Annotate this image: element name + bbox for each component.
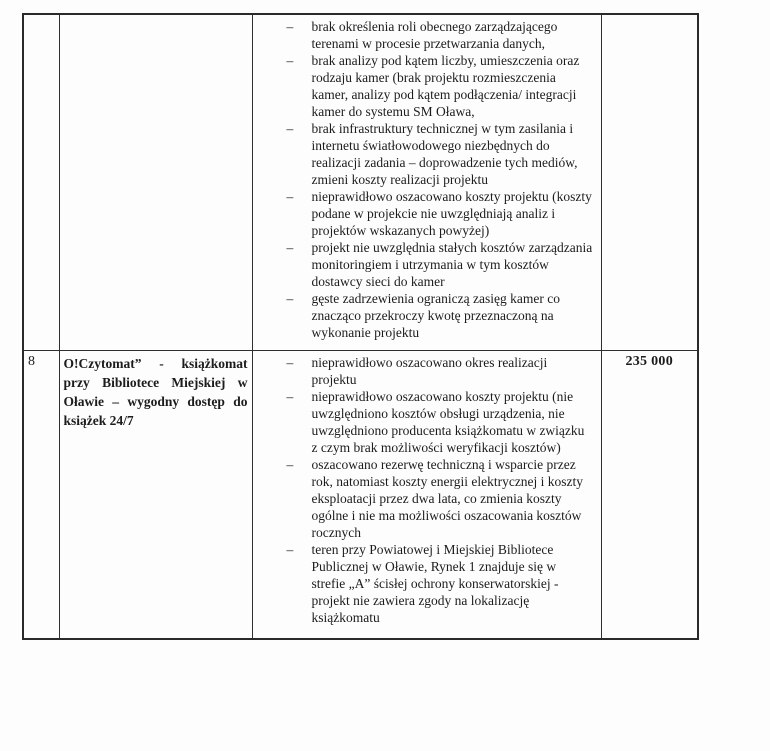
row-number: 8 [28,353,35,369]
issue-item [257,541,597,626]
project-title-cell [59,14,252,350]
dash-marker: – [286,456,294,472]
issue-text: projekt nie uwzględnia stałych kosztów zarządzania monitoringiem i utrzymania w tym kosztów dostawcy sieci do kamer [311,240,593,289]
dash-marker: – [286,291,294,306]
row-number-cell [23,14,59,350]
issue-item [257,388,597,456]
issue-text: brak określenia roli obecnego zarządzającego terenami w procesie przetwarzania danych, [311,19,558,51]
dash-marker: – [286,189,294,204]
dash-marker: – [286,19,294,34]
table-row [23,14,698,350]
dash-marker: – [286,388,294,404]
dash-marker: – [286,53,294,68]
dash-marker: – [286,121,294,136]
issue-item [257,120,597,188]
issue-item [257,239,597,290]
issue-text: nieprawidłowo oszacowano koszty projektu (koszty podane w projekcie nie uwzględniają analiz i projektów wskazanych powyżej) [311,189,592,238]
row-number-cell [23,350,59,639]
issue-text: oszacowano rezerwę techniczną i wsparcie przez rok, natomiast koszty energii elektrycznej i koszty eksploatacji przez dwa lata, co zmienia koszty ogólne i nie ma możliwości oszacowania kosztów rocznych [311,456,584,540]
dash-marker: – [286,354,294,370]
remarks-cell [252,350,601,639]
issue-item [257,188,597,239]
evaluation-table [22,13,699,640]
issue-text: nieprawidłowo oszacowano koszty projektu (nie uwzględniono kosztów obsługi urządzenia, nie uwzględniono producenta książkomatu w związku z czym brak możliwości weryfikacji kosztów) [311,388,585,455]
amount-cell [601,14,698,350]
issue-text: teren przy Powiatowej i Miejskiej Bibliotece Publicznej w Oławie, Rynek 1 znajduje się w strefie „A” ścisłej ochrony konserwatorskiej - projekt nie zawiera zgody na lokalizację książkomatu [311,541,559,625]
dash-marker: – [286,541,294,557]
project-title: O!Czytomat” - książkomat przy Bibliotece Miejskiej w Oławie – wygodny dostęp do książek 24/7 [63,355,248,428]
issue-text: brak infrastruktury technicznej w tym zasilania i internetu światłowodowego niezbędnych do realizacji zadania – doprowadzenie tych mediów, zmieni koszty realizacji projektu [311,121,578,187]
issue-item [257,354,597,388]
issue-item [257,52,597,120]
amount-value: 235 000 [625,353,674,369]
amount-cell [601,350,698,639]
table-row [23,350,698,639]
issue-text: brak analizy pod kątem liczby, umieszczenia oraz rodzaju kamer (brak projektu rozmieszczenia kamer, analizy pod kątem podłączenia/ integracji kamer do systemu SM Oława, [311,53,580,119]
issue-item [257,290,597,341]
issue-text: gęste zadrzewienia ograniczą zasięg kamer co znacząco przekroczy kwotę przeznaczoną na wykonanie projektu [311,291,560,340]
project-title-cell [59,350,252,639]
issue-item [257,456,597,541]
remarks-cell [252,14,601,350]
dash-marker: – [286,240,294,255]
issue-item [257,18,597,52]
issue-text: nieprawidłowo oszacowano okres realizacji projektu [311,354,548,387]
